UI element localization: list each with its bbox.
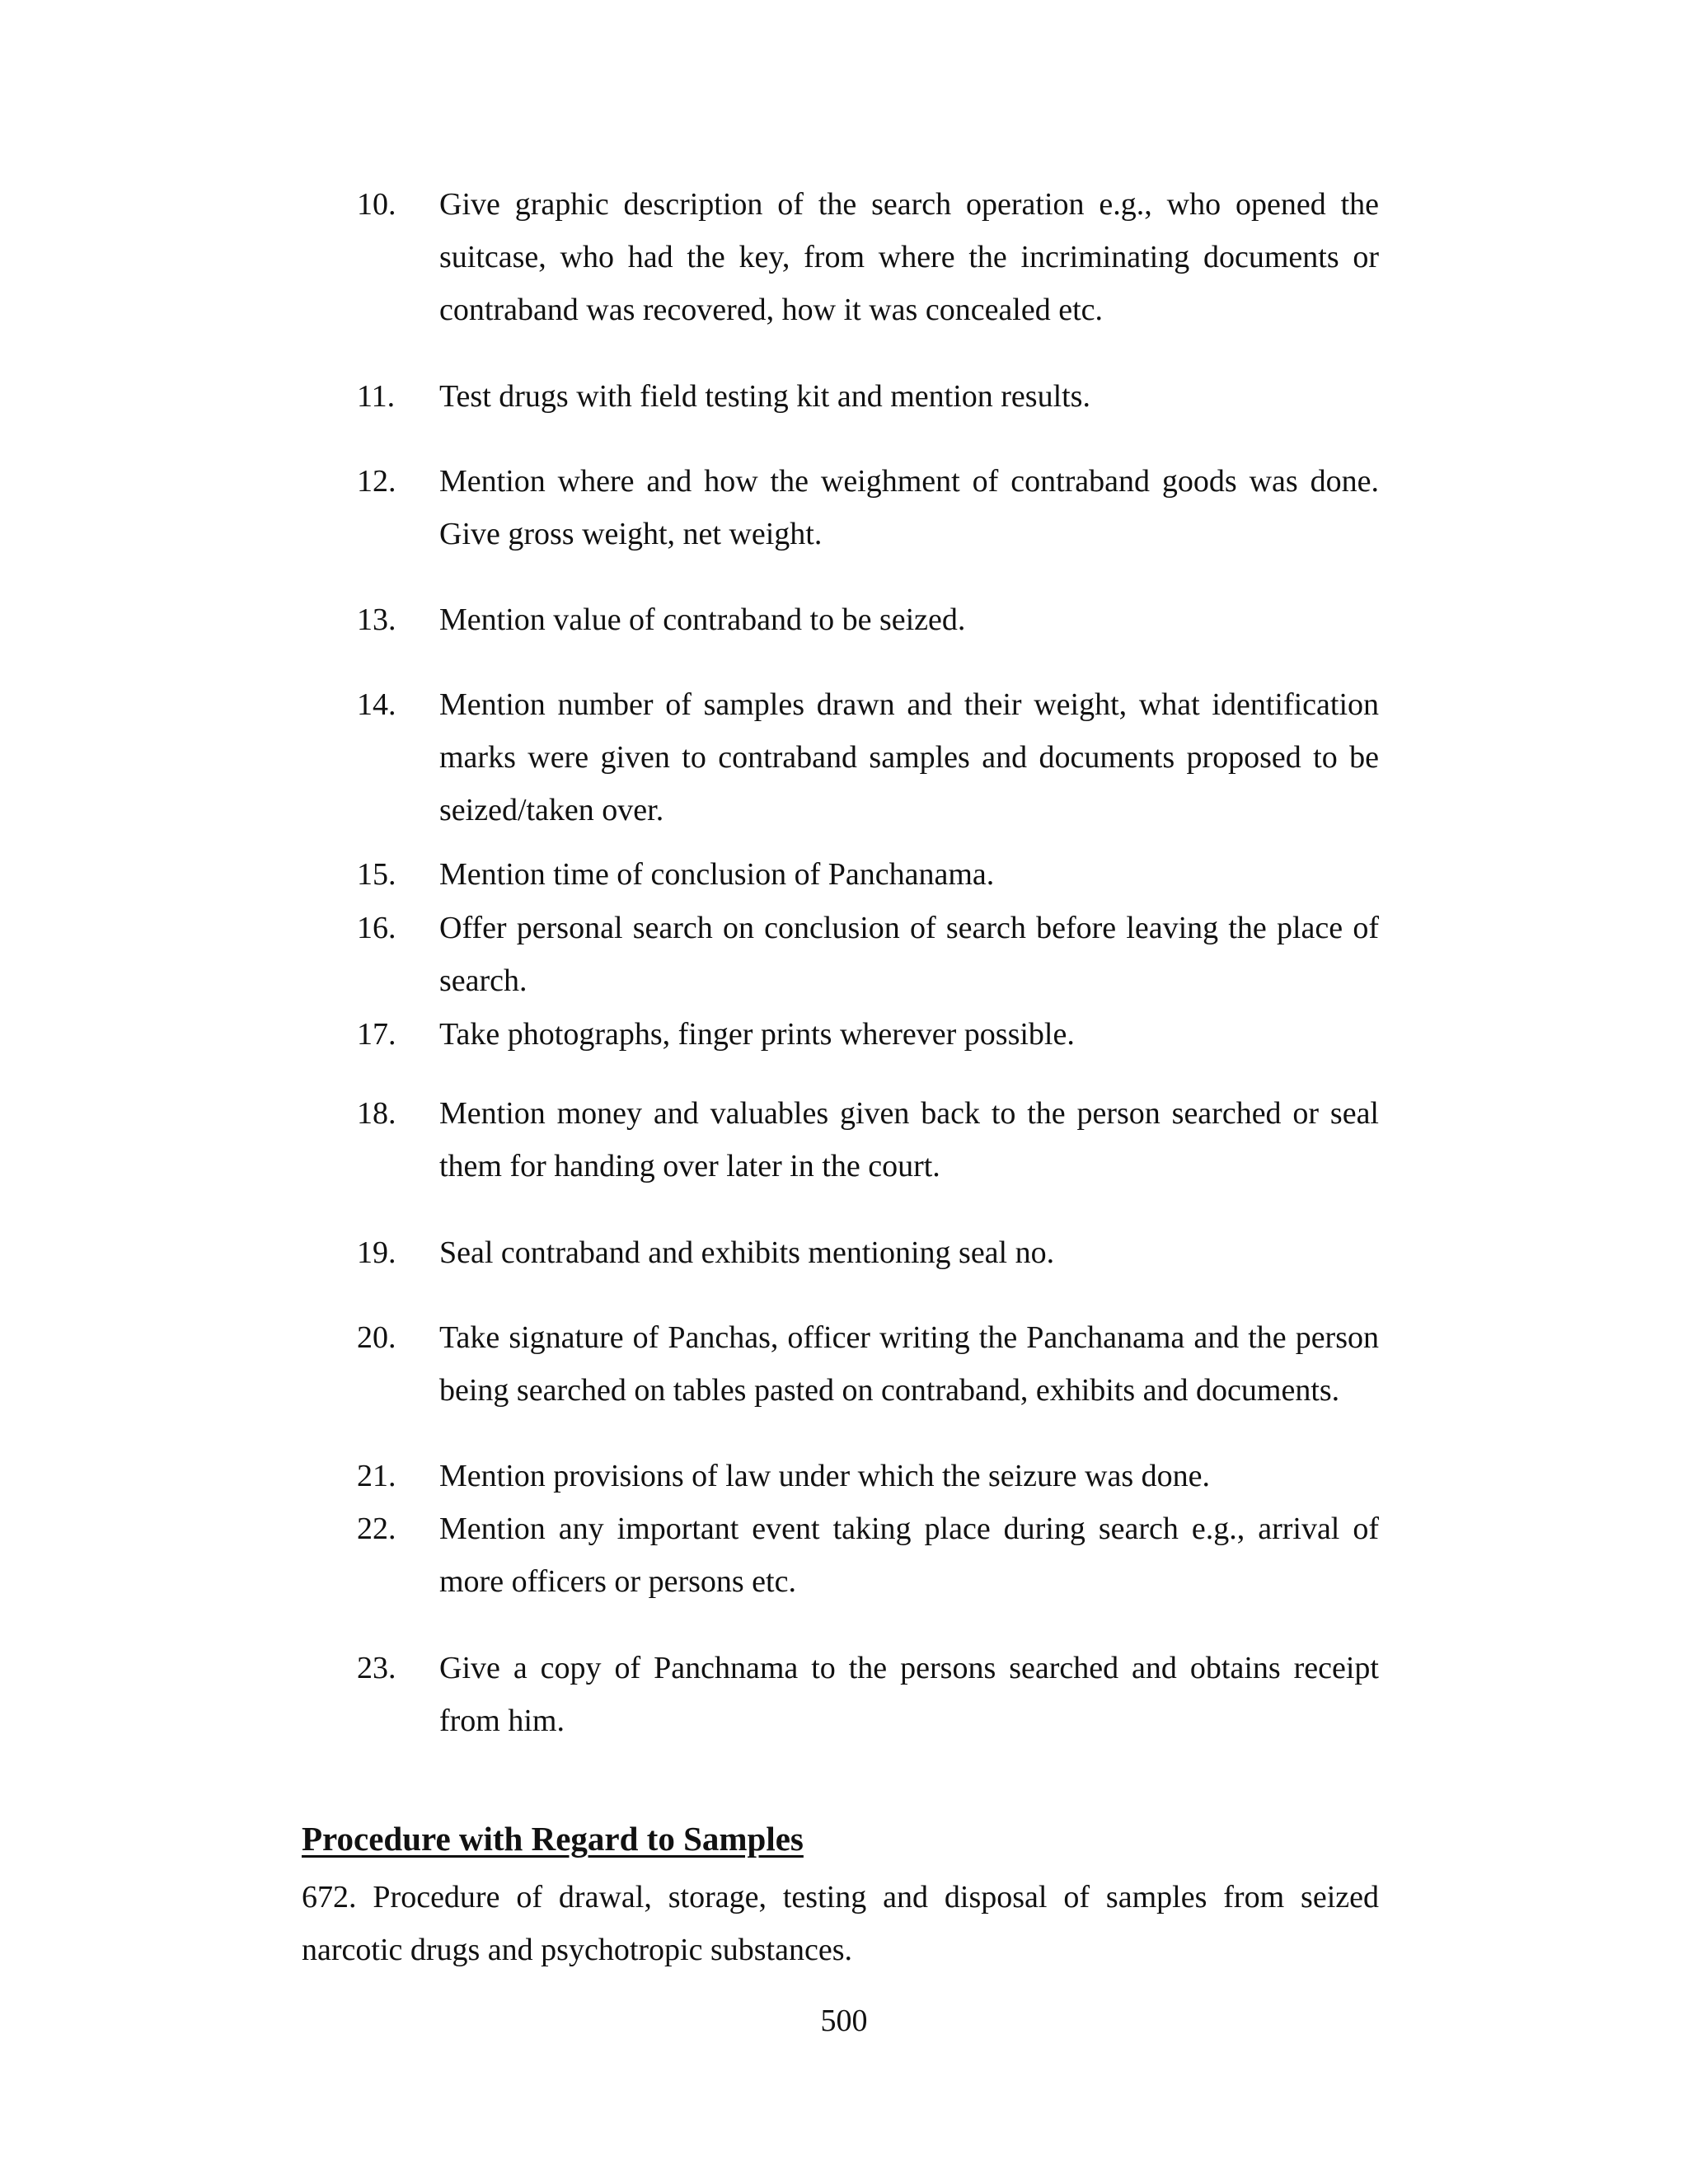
list-item-22 [357,1502,1379,1608]
list-item-19 [357,1226,1379,1279]
list-item-11 [357,370,1379,423]
list-item-text: Mention where and how the weighment of contraband goods was done. Give gross weight, net weight. [439,464,1379,551]
list-item-text: Test drugs with field testing kit and mention results. [439,379,1090,414]
section-paragraph: 672. Procedure of drawal, storage, testing and disposal of samples from seized narcotic drugs and psychotropic substances. [302,1880,1379,1967]
list-item-text: Give a copy of Panchnama to the persons searched and obtains receipt from him. [439,1651,1379,1738]
list-item-number: 10. [357,187,396,222]
list-item-12 [357,455,1379,560]
list-item-text: Take photographs, finger prints wherever possible. [439,1017,1075,1052]
list-item-number: 17. [357,1017,396,1052]
list-item-text: Mention value of contraband to be seized. [439,602,966,637]
list-item-text: Mention time of conclusion of Panchanama. [439,857,995,892]
list-item-number: 13. [357,602,396,637]
list-item-16 [357,902,1379,1007]
list-item-text: Mention money and valuables given back to the person searched or seal them for handing over later in the court. [439,1096,1379,1183]
list-item-number: 18. [357,1096,396,1131]
list-item-text: Mention provisions of law under which the seizure was done. [439,1459,1211,1493]
list-item-13 [357,593,1379,646]
list-item-number: 23. [357,1651,396,1685]
list-item-text: Give graphic description of the search operation e.g., who opened the suitcase, who had the key, from where the incriminating documents or contraband was recovered, how it was concealed etc. [439,187,1379,327]
list-item-number: 12. [357,464,396,499]
list-item-number: 14. [357,687,396,722]
list-item-14 [357,678,1379,837]
list-item-number: 11. [357,379,396,414]
list-item-number: 16. [357,911,396,945]
list-item-number: 20. [357,1320,396,1355]
list-item-21 [357,1450,1379,1502]
list-item-text: Offer personal search on conclusion of search before leaving the place of search. [439,911,1379,998]
list-item-text: Seal contraband and exhibits mentioning seal no. [439,1235,1055,1270]
section-heading: Procedure with Regard to Samples [302,1820,804,1858]
list-item-18 [357,1087,1379,1193]
page-number: 500 [820,2004,868,2038]
list-item-23 [357,1642,1379,1747]
list-item-number: 19. [357,1235,396,1270]
list-item-20 [357,1311,1379,1417]
list-item-number: 15. [357,857,396,892]
list-item-number: 21. [357,1459,396,1493]
list-item-10 [357,178,1379,336]
list-item-17 [357,1008,1379,1061]
list-item-15 [357,848,1379,901]
list-item-text: Mention any important event taking place during search e.g., arrival of more officers or persons etc. [439,1511,1379,1599]
list-item-text: Take signature of Panchas, officer writing the Panchanama and the person being searched on tables pasted on contraband, exhibits and documents. [439,1320,1379,1408]
list-item-text: Mention number of samples drawn and their weight, what identification marks were given to contraband samples and documents proposed to be seized/taken over. [439,687,1379,827]
list-item-number: 22. [357,1511,396,1546]
